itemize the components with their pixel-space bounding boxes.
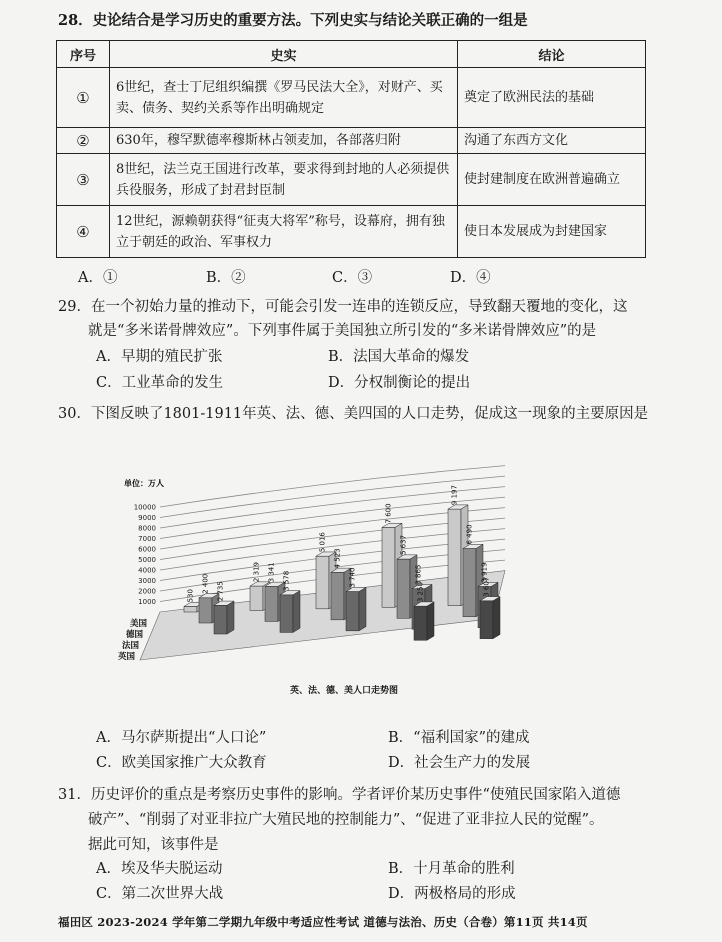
option-b[interactable]: B．法国大革命的爆发 [328, 349, 470, 365]
bar [280, 595, 293, 633]
row-conclusion: 使封建制度在欧洲普遍确立 [458, 154, 646, 206]
data-label: 3 341 [267, 562, 276, 583]
option-c[interactable]: C．③ [332, 270, 373, 286]
q28-stem: 28．史论结合是学习历史的重要方法。下列史实与结论关联正确的一组是 [58, 12, 528, 29]
data-label: 4 523 [333, 548, 342, 569]
y-tick-label: 2000 [138, 587, 156, 596]
header-fact: 史实 [110, 41, 458, 68]
bar [250, 586, 263, 610]
bar [414, 606, 427, 640]
country-label: 美国 [130, 619, 148, 629]
option-d[interactable]: D．分权制衡论的提出 [328, 375, 471, 391]
q31-stem-line1: 31．历史评价的重点是考察历史事件的影响。学者评价某历史事件“使殖民国家陷入道德 [58, 787, 621, 803]
table-row [57, 128, 646, 154]
row-fact: 630年，穆罕默德率穆斯林占领麦加，各部落归附 [110, 128, 458, 154]
bar [214, 605, 227, 634]
row-number: ④ [57, 206, 110, 258]
data-label: 9 197 [450, 485, 459, 506]
q30-stem: 30．下图反映了1801-1911年英、法、德、美四国的人口走势，促成这一现象的主要原因是 [58, 406, 649, 422]
bar [463, 549, 476, 617]
country-label: 英国 [118, 652, 136, 662]
row-conclusion: 奠定了欧洲民法的基础 [458, 68, 646, 128]
bar-side [227, 601, 234, 634]
data-label: 5 637 [399, 535, 408, 556]
population-chart [118, 462, 530, 692]
data-label: 3 578 [282, 570, 291, 591]
row-number: ② [57, 128, 110, 154]
y-tick-label: 4000 [138, 566, 156, 575]
y-tick-label: 1000 [138, 598, 156, 606]
bar [448, 509, 461, 606]
row-fact: 12世纪，源赖朝获得“征夷大将军”称号，设幕府，拥有独立于朝廷的政治、军事权力 [110, 206, 458, 258]
bar-side [359, 587, 366, 630]
y-tick-label: 6000 [138, 545, 156, 554]
row-number: ③ [57, 154, 110, 206]
chart-caption: 英、法、德、美人口走势图 [290, 686, 399, 696]
option-a[interactable]: A．马尔萨斯提出“人口论” [96, 730, 267, 746]
q31-stem-line3: 据此可知，该事件是 [88, 837, 219, 853]
y-tick-label: 7000 [138, 535, 156, 543]
bar-side [293, 591, 300, 633]
option-a[interactable]: A．埃及华夫脱运动 [96, 861, 223, 877]
row-conclusion: 使日本发展成为封建国家 [458, 206, 646, 258]
option-c[interactable]: C．第二次世界大战 [96, 886, 224, 902]
bar-side [493, 597, 500, 639]
data-label: 7 600 [384, 503, 393, 524]
data-label: 2 400 [201, 573, 210, 594]
data-label: 3 250 [416, 582, 425, 603]
table-row [57, 154, 646, 206]
bar [480, 601, 493, 639]
option-b[interactable]: B．② [206, 270, 246, 286]
option-c[interactable]: C．工业革命的发生 [96, 375, 224, 391]
option-b[interactable]: B．十月革命的胜利 [388, 861, 515, 877]
row-conclusion: 沟通了东西方文化 [458, 128, 646, 154]
y-tick-label: 3000 [138, 577, 156, 585]
header-number: 序号 [57, 41, 110, 68]
option-c[interactable]: C．欧美国家推广大众教育 [96, 755, 267, 771]
bar [397, 559, 410, 618]
page-footer: 福田区 2023-2024 学年第二学期九年级中考适应性考试 道德与法治、历史（合卷）第11页 共14页 [58, 915, 588, 929]
table-row [57, 68, 646, 128]
bar [331, 572, 344, 619]
data-label: 5 016 [318, 532, 327, 553]
option-d[interactable]: D．社会生产力的发展 [388, 755, 531, 771]
data-label: 3 740 [348, 567, 357, 588]
q28-table [56, 40, 646, 258]
country-label: 法国 [122, 641, 140, 651]
data-label: 6 490 [465, 524, 474, 545]
data-label: 2 319 [252, 562, 261, 583]
q29-stem-line2: 就是“多米诺骨牌效应”。下列事件属于美国独立所引发的“多米诺骨牌效应”的是 [88, 323, 597, 339]
bar [382, 527, 395, 607]
row-number: ① [57, 68, 110, 128]
data-label: 3 865 [414, 564, 423, 585]
y-tick-label: 5000 [138, 556, 156, 564]
row-fact: 8世纪，法兰克王国进行改革，要求得到封地的人必须提供兵役服务，形成了封君封臣制 [110, 154, 458, 206]
option-b[interactable]: B．“福利国家”的建成 [388, 730, 530, 746]
q31-stem-line2: 破产”、“削弱了对亚非拉广大殖民地的控制能力”、“促进了亚非拉人民的觉醒”。 [88, 812, 604, 828]
header-conclusion: 结论 [458, 41, 646, 68]
option-d[interactable]: D．④ [450, 270, 491, 286]
bar [346, 592, 359, 631]
option-a[interactable]: A．早期的殖民扩张 [96, 349, 223, 365]
bar [184, 606, 197, 612]
y-axis-unit: 单位：万人 [124, 479, 164, 488]
q29-stem-line1: 29．在一个初始力量的推动下，可能会引发一连串的连锁反应，导致翻天覆地的变化，这 [58, 299, 628, 315]
table-row [57, 206, 646, 258]
country-label: 德国 [126, 630, 144, 640]
bar [316, 556, 329, 609]
y-tick-label: 9000 [138, 514, 156, 522]
y-tick-label: 8000 [138, 524, 156, 533]
bar-side [427, 602, 434, 640]
data-label: 3 607 [482, 576, 491, 597]
option-a[interactable]: A．① [78, 270, 118, 286]
data-label: 2 735 [216, 581, 225, 602]
bar [265, 586, 278, 621]
data-label: 3 919 [480, 562, 489, 583]
bar [199, 598, 212, 623]
table-header-row [57, 41, 646, 68]
option-d[interactable]: D．两极格局的形成 [388, 886, 516, 902]
y-tick-label: 10000 [133, 503, 156, 512]
row-fact: 6世纪，查士丁尼组织编撰《罗马民法大全》，对财产、买卖、债务、契约关系等作出明确规定 [110, 68, 458, 128]
data-label: 530 [186, 589, 195, 603]
